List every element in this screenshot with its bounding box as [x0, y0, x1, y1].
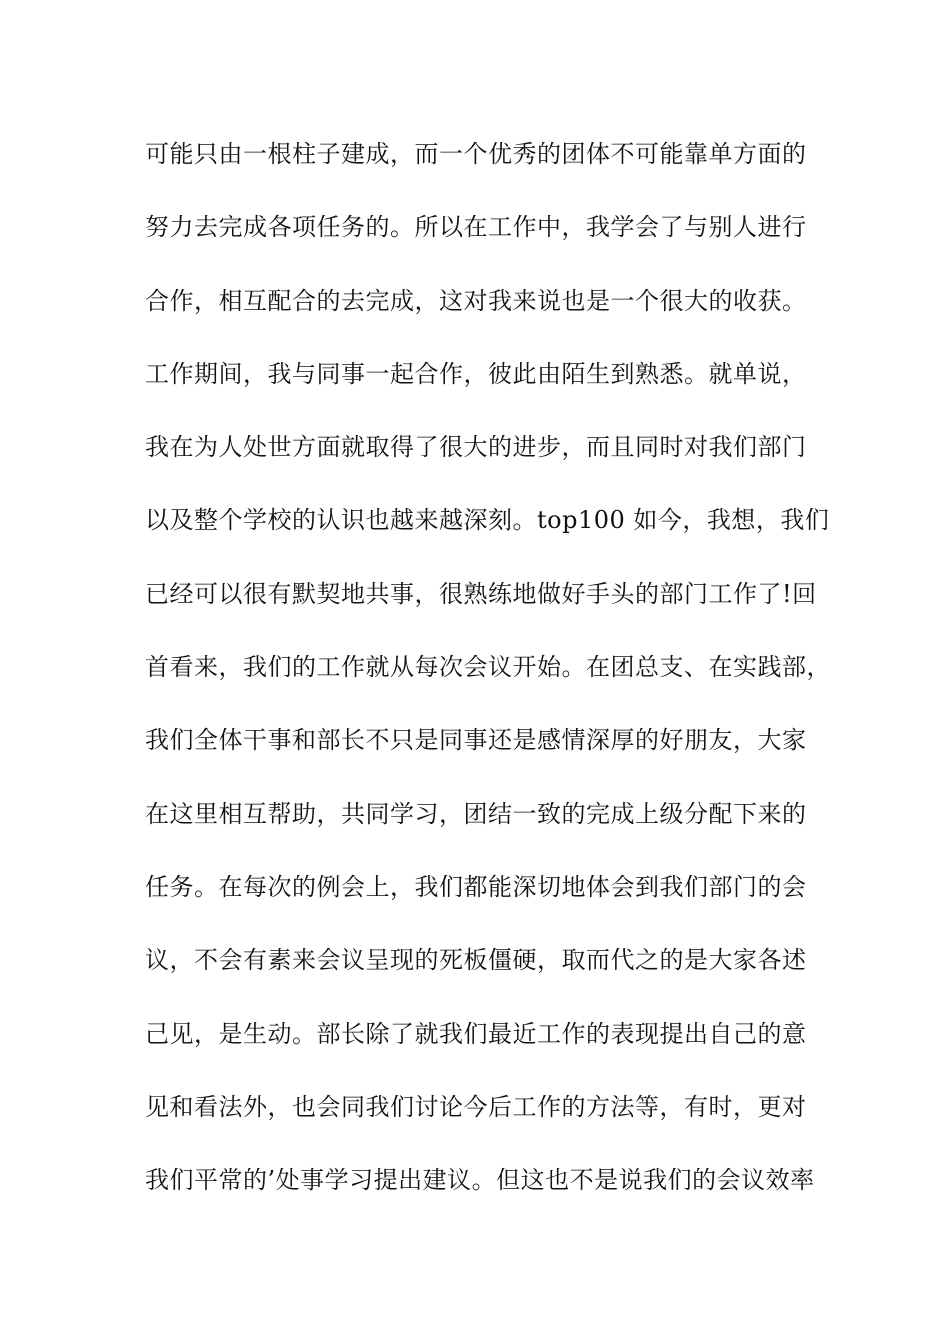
text-line: 工作期间，我与同事一起合作，彼此由陌生到熟悉。就单说，: [145, 359, 807, 388]
text-line: 已经可以很有默契地共事，很熟练地做好手头的部门工作了!回: [145, 579, 817, 608]
text-line: 可能只由一根柱子建成，而一个优秀的团体不可能靠单方面的: [145, 140, 807, 168]
text-line: 合作，相互配合的去完成，这对我来说也是一个很大的收获。: [145, 286, 807, 315]
text-line: 己见，是生动。部长除了就我们最近工作的表现提出自己的意: [145, 1019, 807, 1048]
text-line: 议，不会有素来会议呈现的死板僵硬，取而代之的是大家各述: [145, 946, 807, 975]
text-line: 我们平常的’处事学习提出建议。但这也不是说我们的会议效率: [145, 1166, 815, 1195]
text-line: 首看来，我们的工作就从每次会议开始。在团总支、在实践部，: [145, 653, 831, 682]
text-line: 努力去完成各项任务的。所以在工作中，我学会了与别人进行: [145, 213, 807, 242]
body-text: [145, 131, 835, 1230]
text-line: 以及整个学校的认识也越来越深刻。top100 如今，我想，我们: [145, 506, 830, 535]
text-line: 我在为人处世方面就取得了很大的进步，而且同时对我们部门: [145, 433, 807, 462]
text-line: 在这里相互帮助，共同学习，团结一致的完成上级分配下来的: [145, 799, 807, 828]
text-line: 我们全体干事和部长不只是同事还是感情深厚的好朋友，大家: [145, 726, 807, 755]
text-line: 任务。在每次的例会上，我们都能深切地体会到我们部门的会: [145, 872, 807, 901]
text-line: 见和看法外，也会同我们讨论今后工作的方法等，有时，更对: [145, 1092, 807, 1121]
